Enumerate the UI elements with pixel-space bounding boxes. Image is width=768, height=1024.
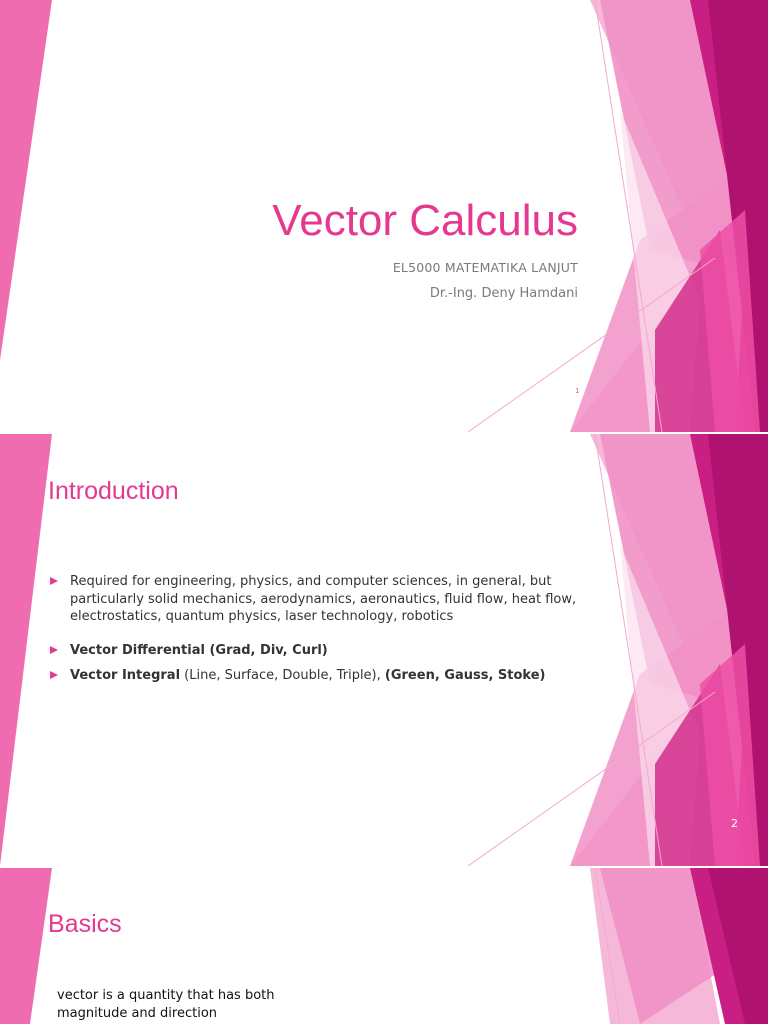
bullet-text-bold: (Green, Gauss, Stoke) [384, 668, 546, 683]
triangle-bullet-icon [50, 577, 58, 585]
triangle-bullet-icon [50, 646, 58, 654]
slide-1 [0, 0, 768, 432]
course-subtitle: EL5000 MATEMATIKA LANJUT [392, 260, 578, 275]
bullet-item [48, 642, 588, 660]
author-name: Dr.-Ing. Deny Hamdani [429, 286, 578, 301]
bullet-text-bold: Vector Integral [70, 668, 181, 683]
bullet-text: (Line, Surface, Double, Triple), [180, 668, 385, 683]
introduction-heading: Introduction [48, 477, 179, 505]
presentation-title: Vector Calculus [272, 196, 578, 245]
triangle-bullet-icon [50, 671, 58, 679]
bullet-text: Vector Differential (Grad, Div, Curl) [70, 642, 328, 658]
bullet-list [48, 573, 588, 685]
basics-heading: Basics [48, 910, 122, 938]
bullet-item [48, 573, 590, 626]
bullet-text: Required for engineering, physics, and computer sciences, in general, but particularly solid mechanics, aerodynamics, aeronautics, fluid flow, heat flow, electrostatics, quantum physics, laser technology, robotics [70, 574, 577, 624]
basics-text: vector is a quantity that has both magnitude and direction [57, 988, 275, 1021]
page-marker: 1 [575, 387, 580, 395]
page-number: 2 [731, 817, 738, 830]
bullet-item [48, 667, 588, 685]
